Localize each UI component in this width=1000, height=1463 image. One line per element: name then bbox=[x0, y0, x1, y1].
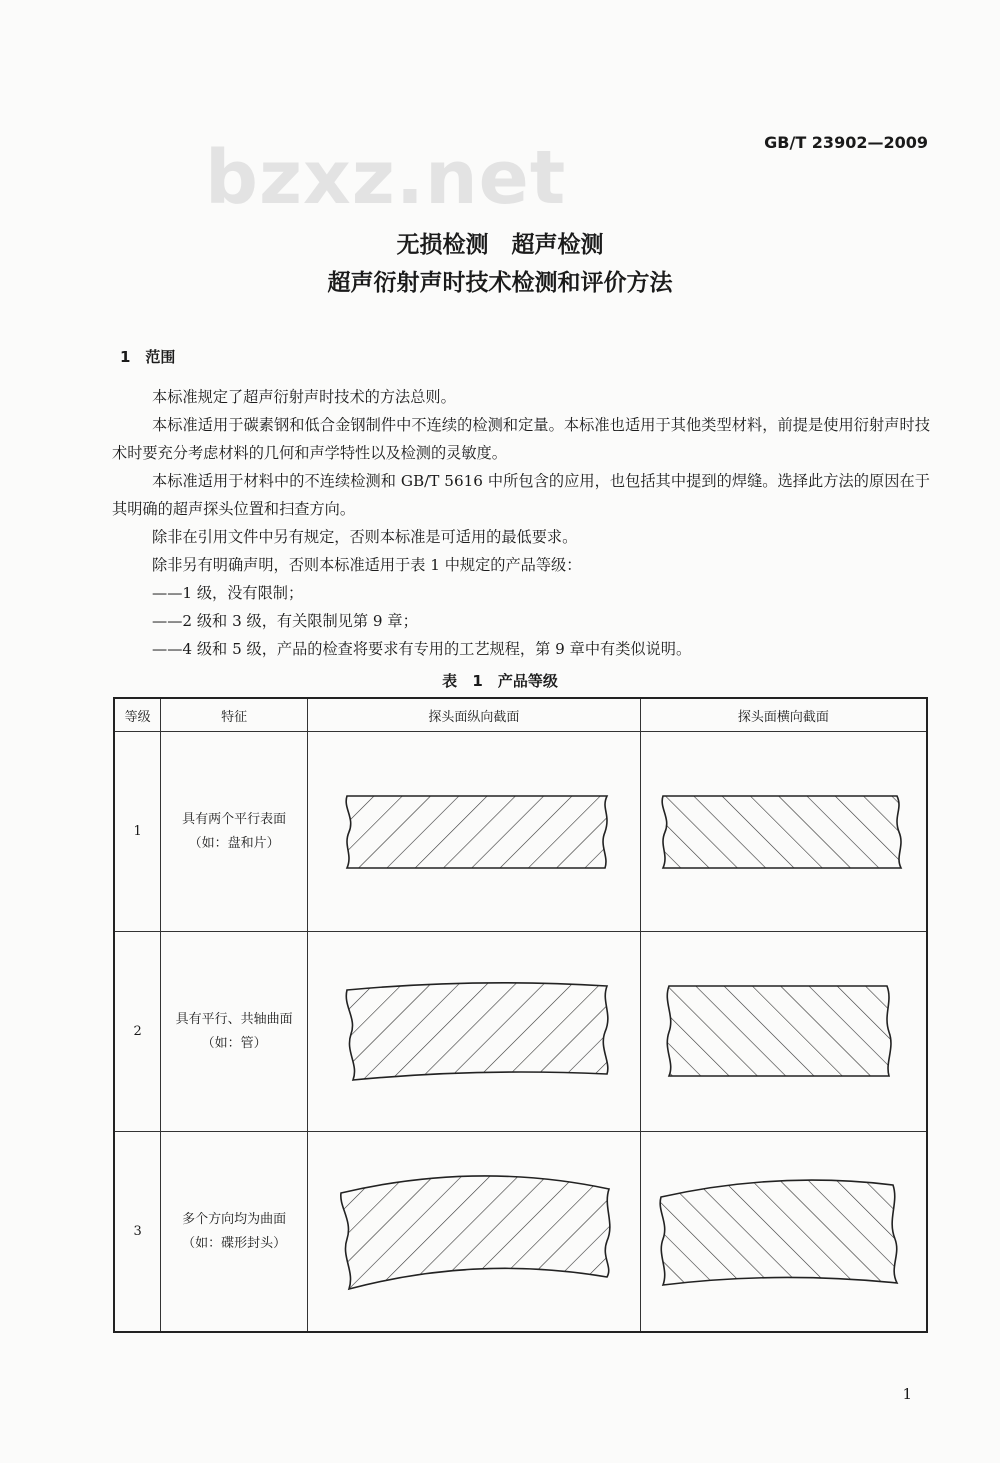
header-longitudinal-section: 探头面纵向截面 bbox=[308, 698, 641, 732]
paragraph: 本标准适用于材料中的不连续检测和 GB/T 5616 中所包含的应用，也包括其中提到的焊缝。选择此方法的原因在于其明确的超声探头位置和扫查方向。 bbox=[112, 472, 930, 518]
paragraph: 除非在引用文件中另有规定，否则本标准是可适用的最低要求。 bbox=[152, 528, 578, 546]
feature-text: 具有两个平行表面 bbox=[182, 811, 287, 827]
table-row bbox=[114, 1132, 927, 1333]
table-caption: 表 1 产品等级 bbox=[442, 672, 558, 690]
feature-example: （如：盘和片） bbox=[188, 835, 280, 851]
coaxial-transverse-section-figure bbox=[653, 972, 913, 1092]
grade-cell: 2 bbox=[114, 932, 161, 1132]
table-row bbox=[114, 732, 927, 932]
product-grade-table bbox=[113, 697, 928, 1333]
paragraph: 本标准规定了超声衍射声时技术的方法总则。 bbox=[152, 388, 456, 406]
list-item: ——4 级和 5 级，产品的检查将要求有专用的工艺规程，第 9 章中有类似说明。 bbox=[152, 640, 692, 658]
flat-transverse-section-figure bbox=[653, 784, 913, 880]
header-grade: 等级 bbox=[114, 698, 161, 732]
grade-cell: 1 bbox=[114, 732, 161, 932]
page-number: 1 bbox=[902, 1385, 912, 1403]
grade-cell: 3 bbox=[114, 1132, 161, 1333]
list-item: ——2 级和 3 级，有关限制见第 9 章； bbox=[152, 612, 418, 630]
table-header-row bbox=[114, 698, 927, 732]
feature-example: （如：碟形封头） bbox=[182, 1235, 287, 1251]
transverse-figure-cell bbox=[640, 1132, 927, 1333]
longitudinal-figure-cell bbox=[308, 932, 641, 1132]
feature-text: 多个方向均为曲面 bbox=[182, 1211, 287, 1227]
transverse-figure-cell bbox=[640, 732, 927, 932]
paragraph: 除非另有明确声明，否则本标准适用于表 1 中规定的产品等级： bbox=[152, 556, 582, 574]
watermark: bzxz.net bbox=[205, 135, 567, 221]
curved-transverse-section-figure bbox=[653, 1167, 913, 1297]
longitudinal-figure-cell bbox=[308, 732, 641, 932]
paragraph: 本标准适用于碳素钢和低合金钢制件中不连续的检测和定量。本标准也适用于其他类型材料，前提是使用衍射声时技术时要充分考虑材料的几何和声学特性以及检测的灵敏度。 bbox=[112, 416, 930, 462]
feature-cell bbox=[161, 932, 308, 1132]
document-title-line2: 超声衍射声时技术检测和评价方法 bbox=[327, 270, 673, 296]
scope-body bbox=[112, 383, 930, 663]
feature-cell bbox=[161, 732, 308, 932]
feature-example: （如：管） bbox=[201, 1035, 267, 1051]
flat-longitudinal-section-figure bbox=[329, 784, 619, 880]
section-heading-scope: 1 范围 bbox=[120, 348, 176, 366]
standard-code: GB/T 23902—2009 bbox=[764, 133, 928, 152]
header-feature: 特征 bbox=[161, 698, 308, 732]
feature-text: 具有平行、共轴曲面 bbox=[175, 1011, 293, 1027]
feature-cell bbox=[161, 1132, 308, 1333]
coaxial-longitudinal-section-figure bbox=[329, 972, 619, 1092]
curved-longitudinal-section-figure bbox=[329, 1167, 619, 1297]
document-title-line1: 无损检测 超声检测 bbox=[396, 232, 604, 258]
list-item: ——1 级，没有限制； bbox=[152, 584, 304, 602]
table-row bbox=[114, 932, 927, 1132]
header-transverse-section: 探头面横向截面 bbox=[640, 698, 927, 732]
transverse-figure-cell bbox=[640, 932, 927, 1132]
longitudinal-figure-cell bbox=[308, 1132, 641, 1333]
